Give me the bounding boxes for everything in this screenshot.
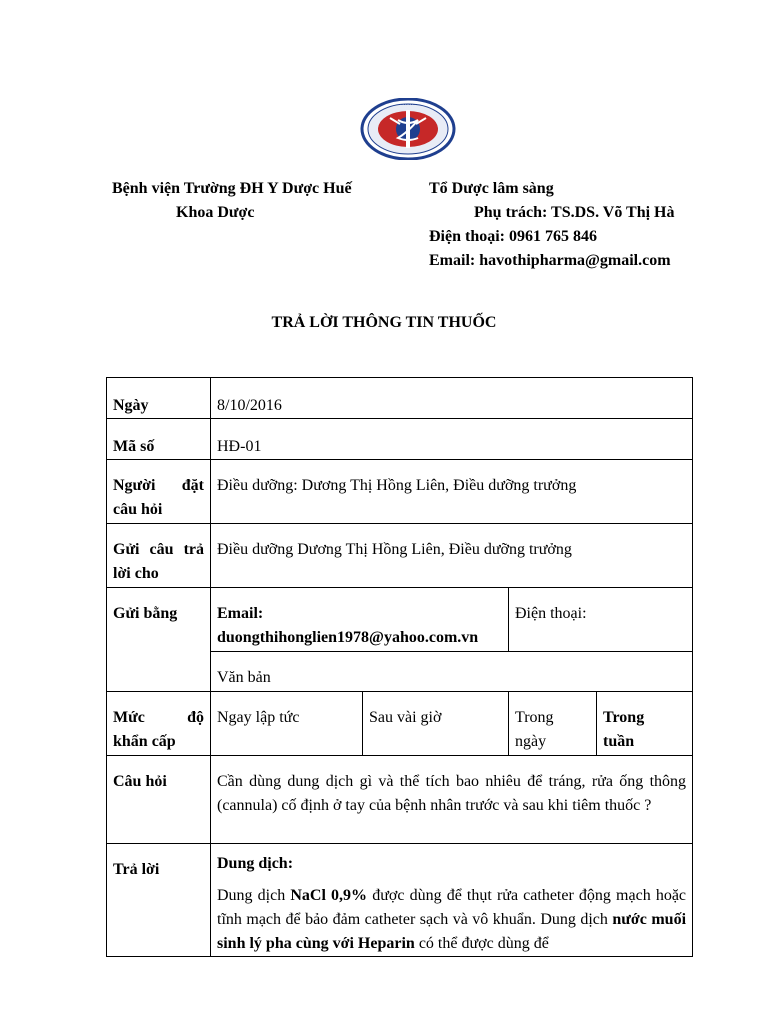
asker-label-line2: câu hỏi bbox=[113, 501, 163, 518]
answer-text-2: được dùng để thụt rửa catheter động mạch hoặc tĩnh mạch để bảo đảm catheter sạch và vô khuẩn. Dung dịch bbox=[217, 887, 687, 928]
urgency-label bbox=[107, 692, 211, 756]
answer-paragraph bbox=[217, 884, 686, 956]
asker-label bbox=[107, 460, 211, 524]
date-value: 8/10/2016 bbox=[211, 378, 693, 419]
send-by-email-value: duongthihonglien1978@yahoo.com.vn bbox=[217, 629, 479, 646]
send-by-document: Văn bản bbox=[211, 652, 693, 692]
send-to-label-line2: lời cho bbox=[113, 565, 159, 582]
urgency-immediate: Ngay lập tức bbox=[211, 692, 363, 756]
send-by-email bbox=[211, 588, 509, 652]
answer-text-nacl: NaCl 0,9% bbox=[290, 887, 368, 904]
row-answer bbox=[107, 844, 693, 957]
answer-heading: Dung dịch: bbox=[217, 855, 294, 872]
send-to-label-line1: Gửi câu trả bbox=[113, 541, 204, 558]
department-name: Khoa Dược bbox=[176, 204, 255, 221]
code-label: Mã số bbox=[107, 419, 211, 460]
drug-info-table bbox=[106, 377, 693, 957]
contact-phone: Điện thoại: 0961 765 846 bbox=[429, 228, 597, 245]
urgency-label-line1: Mức độ bbox=[113, 709, 204, 726]
row-send-to bbox=[107, 524, 693, 588]
date-label: Ngày bbox=[107, 378, 211, 419]
question-value bbox=[211, 756, 693, 844]
team-name: Tổ Dược lâm sàng bbox=[429, 180, 554, 197]
row-send-by bbox=[107, 588, 693, 652]
answer-text-3: có thể được dùng để bbox=[418, 935, 549, 952]
code-value: HĐ-01 bbox=[211, 419, 693, 460]
send-by-phone: Điện thoại: bbox=[509, 588, 693, 652]
urgency-same-day-text: Trong ngày bbox=[515, 709, 554, 750]
answer-label: Trả lời bbox=[107, 844, 211, 957]
row-date bbox=[107, 378, 693, 419]
document-title: TRẢ LỜI THÔNG TIN THUỐC bbox=[271, 314, 497, 331]
send-by-label: Gửi bằng bbox=[107, 588, 211, 692]
question-label: Câu hỏi bbox=[107, 756, 211, 844]
contact-email: Email: havothipharma@gmail.com bbox=[429, 252, 671, 269]
send-by-email-label: Email: bbox=[217, 605, 264, 622]
send-to-value: Điều dưỡng Dương Thị Hồng Liên, Điều dưỡng trưởng bbox=[211, 524, 693, 588]
urgency-few-hours: Sau vài giờ bbox=[363, 692, 509, 756]
row-asker bbox=[107, 460, 693, 524]
urgency-label-line2: khẩn cấp bbox=[113, 733, 176, 750]
answer-value bbox=[211, 844, 693, 957]
send-to-label bbox=[107, 524, 211, 588]
answer-text-1: Dung dịch bbox=[217, 887, 286, 904]
question-text: Cần dùng dung dịch gì và thể tích bao nhiêu để tráng, rửa ống thông (cannula) cố định ở tay của bệnh nhân trước và sau khi tiêm thuốc ? bbox=[217, 773, 687, 814]
row-code bbox=[107, 419, 693, 460]
svg-text:• • • • • • • •: • • • • • • • • bbox=[398, 102, 418, 107]
urgency-within-week bbox=[597, 692, 693, 756]
urgency-same-day bbox=[509, 692, 597, 756]
person-in-charge: Phụ trách: TS.DS. Võ Thị Hà bbox=[474, 204, 675, 221]
asker-label-line1: Người đặt bbox=[113, 477, 204, 494]
hospital-logo bbox=[360, 98, 456, 160]
urgency-within-week-text: Trong tuần bbox=[603, 709, 645, 750]
hospital-name: Bệnh viện Trường ĐH Y Dược Huế bbox=[112, 180, 352, 197]
answer-text-heparin: nước muối sinh lý pha cùng với Heparin bbox=[217, 911, 687, 952]
row-urgency bbox=[107, 692, 693, 756]
asker-value: Điều dưỡng: Dương Thị Hồng Liên, Điều dưỡng trưởng bbox=[211, 460, 693, 524]
row-question bbox=[107, 756, 693, 844]
